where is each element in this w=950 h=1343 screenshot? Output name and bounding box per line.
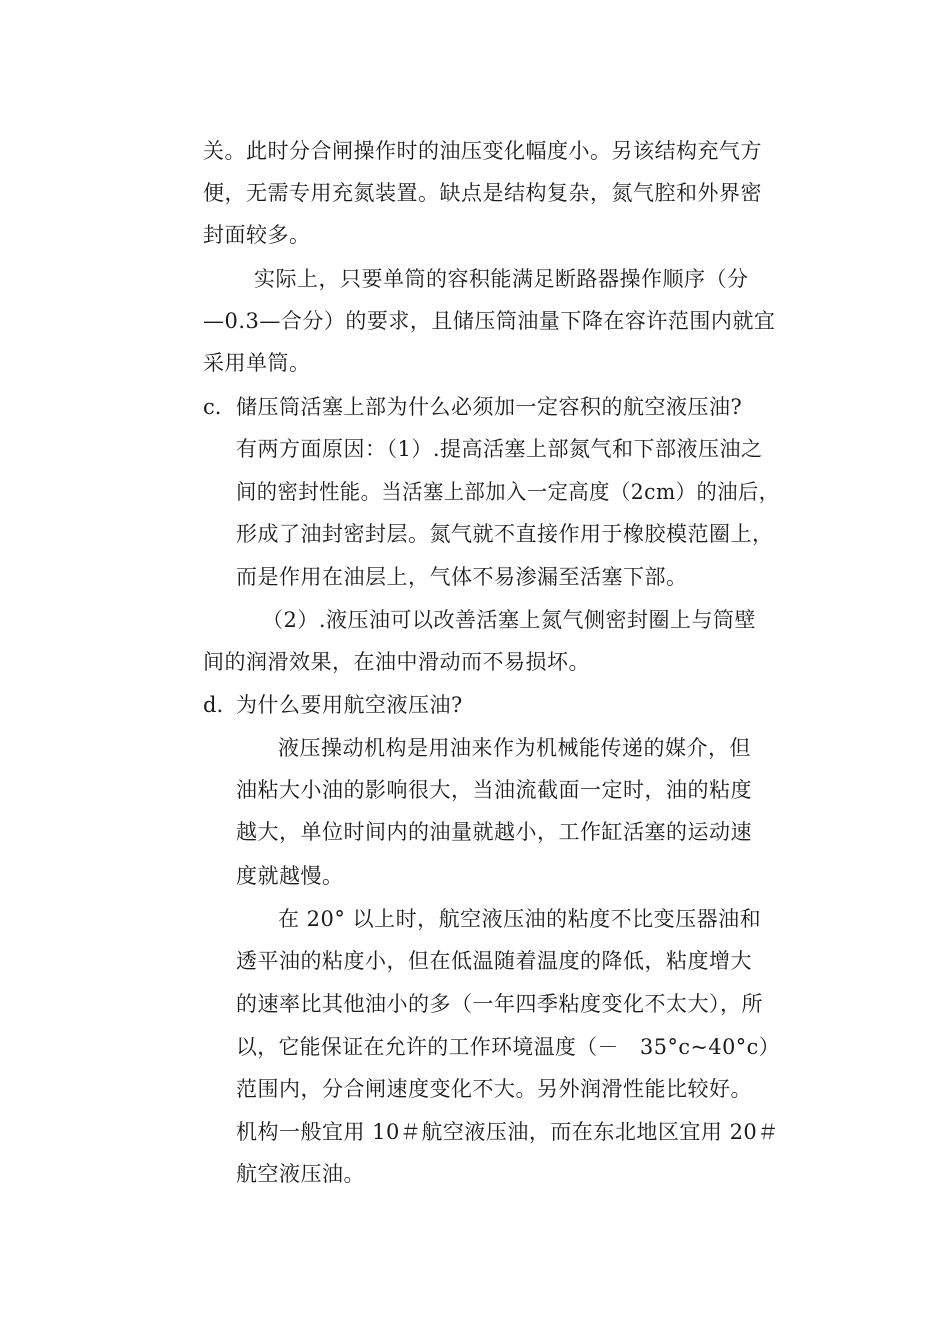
- text-line-5: —0.3—合分）的要求，且储压筒油量下降在容许范围内就宜: [203, 309, 776, 333]
- text-line-8: 有两方面原因：（1）.提高活塞上部氮气和下部液压油之: [236, 437, 763, 461]
- text-line-20: 透平油的粘度小，但在低温随着温度的降低，粘度增大: [236, 949, 752, 973]
- text-line-24: 机构一般宜用 10＃航空液压油，而在东北地区宜用 20＃: [236, 1120, 779, 1144]
- text-line-10: 形成了油封密封层。氮气就不直接作用于橡胶模范圈上，: [236, 522, 774, 546]
- text-line-18: 度就越慢。: [236, 864, 344, 888]
- text-line-2: 便，无需专用充氮装置。缺点是结构复杂，氮气腔和外界密: [203, 181, 762, 205]
- text-line-21: 的速率比其他油小的多（一年四季粘度变化不太大），所: [236, 992, 763, 1016]
- text-line-16: 油粘大小油的影响很大，当油流截面一定时，油的粘度: [236, 778, 752, 802]
- text-line-4: 实际上，只要单筒的容积能满足断路器操作顺序（分: [254, 267, 749, 291]
- text-line-22: 以，它能保证在允许的工作环境温度（－ 35°c~40°c）: [236, 1035, 781, 1059]
- text-line-1: 关。此时分合闸操作时的油压变化幅度小。另该结构充气方: [203, 139, 762, 163]
- text-line-25: 航空液压油。: [236, 1162, 365, 1186]
- text-line-3: 封面较多。: [203, 223, 311, 247]
- text-line-7: 储压筒活塞上部为什么必须加一定容积的航空液压油?: [236, 395, 743, 419]
- text-line-17: 越大，单位时间内的油量就越小，工作缸活塞的运动速: [236, 820, 752, 844]
- text-line-9: 间的密封性能。当活塞上部加入一定高度（2cm）的油后，: [236, 480, 780, 504]
- text-line-6: 采用单筒。: [203, 351, 311, 375]
- text-line-15: 液压操动机构是用油来作为机械能传递的媒介，但: [278, 736, 751, 760]
- list-label-c: c.: [203, 395, 222, 419]
- text-line-14: 为什么要用航空液压油?: [236, 693, 463, 717]
- text-line-13: 间的润滑效果，在油中滑动而不易损坏。: [203, 650, 590, 674]
- text-line-19: 在 20° 以上时，航空液压油的粘度不比变压器油和: [278, 907, 762, 931]
- text-line-12: （2）.液压油可以改善活塞上氮气侧密封圈上与筒壁: [262, 608, 757, 632]
- text-line-23: 范围内，分合闸速度变化不大。另外润滑性能比较好。: [236, 1077, 752, 1101]
- text-line-11: 而是作用在油层上，气体不易渗漏至活塞下部。: [236, 565, 688, 589]
- list-label-d: d.: [203, 693, 224, 717]
